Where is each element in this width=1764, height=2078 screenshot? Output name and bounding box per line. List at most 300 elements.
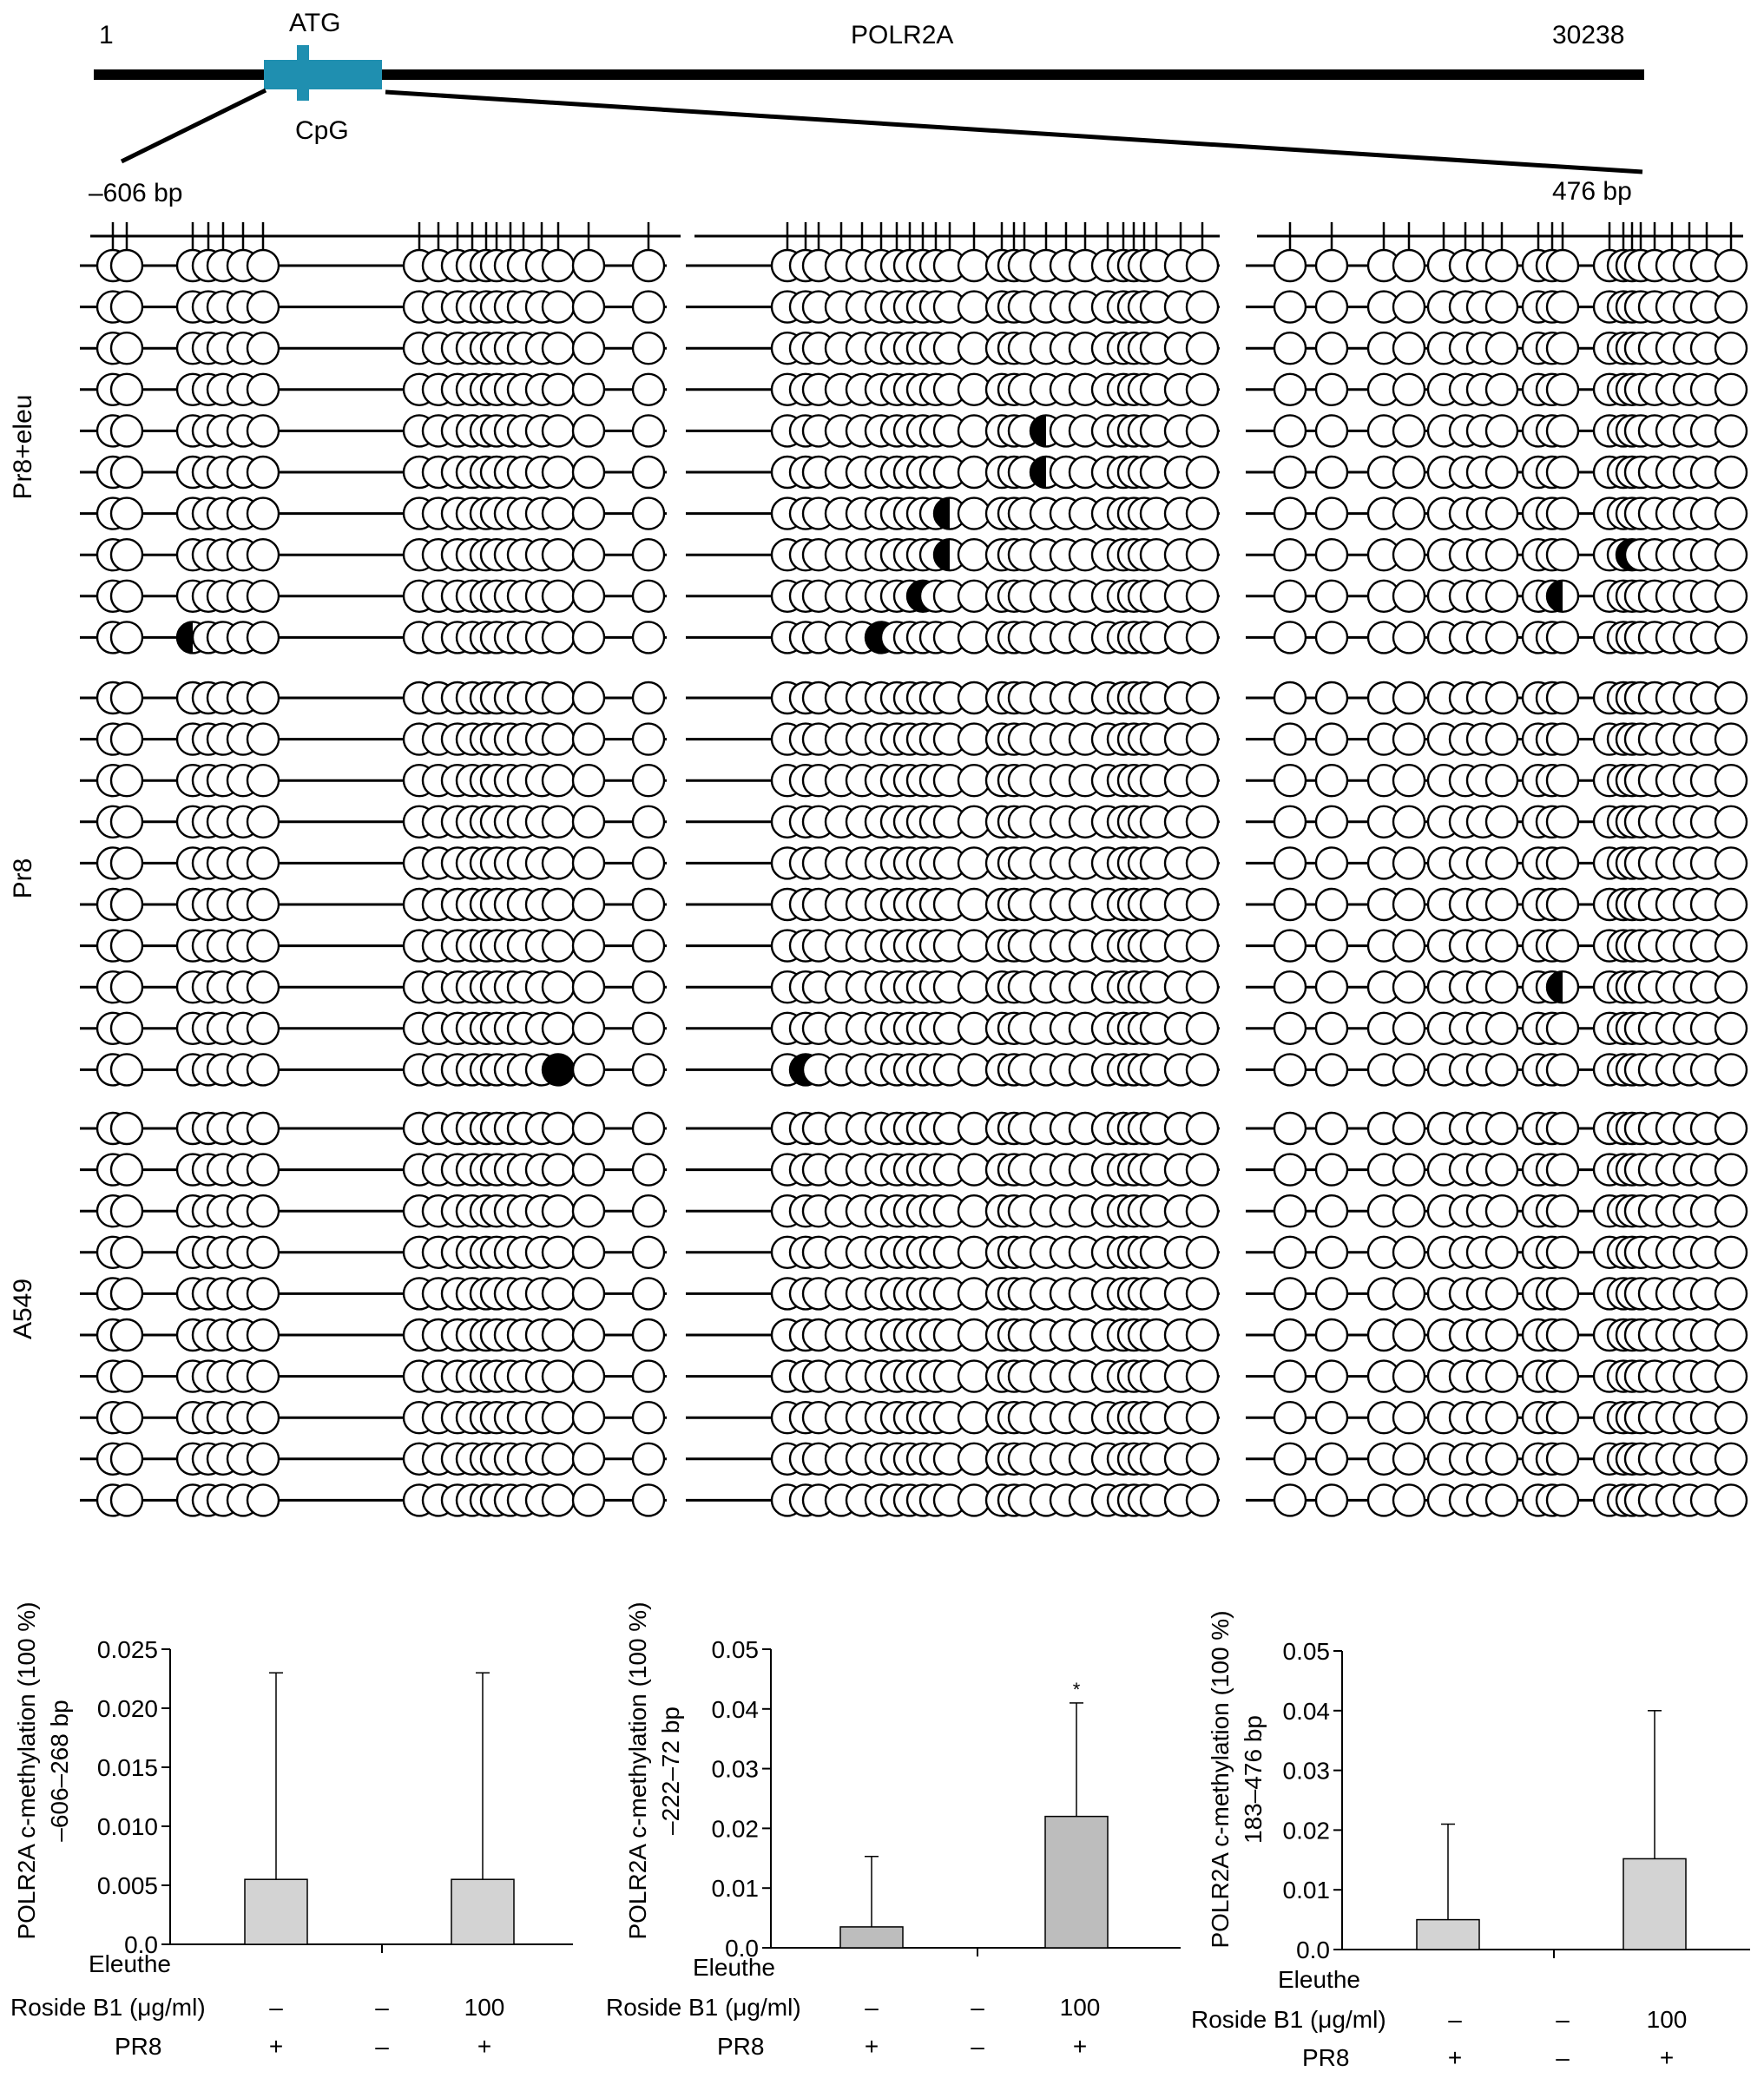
condition-label: PR8 [115,2033,162,2060]
unmethylated-site [111,1443,142,1475]
unmethylated-site [247,539,279,570]
unmethylated-site [1187,1113,1218,1144]
condition-label: Eleuthe [89,1950,171,1977]
condition-label: Roside B1 (μg/ml) [1191,2006,1386,2033]
unmethylated-site [1316,250,1347,281]
unmethylated-site [1547,724,1578,755]
unmethylated-site [1715,1361,1747,1392]
unmethylated-site [1486,724,1517,755]
methylated-site [543,1054,574,1085]
zoom-left-label: –606 bp [89,179,183,207]
unmethylated-site [1715,1402,1747,1433]
unmethylated-site [543,415,574,446]
unmethylated-site [1187,1319,1218,1351]
unmethylated-site [111,250,142,281]
lollipop-row [80,1237,667,1268]
unmethylated-site [1486,806,1517,838]
unmethylated-site [958,1195,990,1226]
unmethylated-site [543,539,574,570]
unmethylated-site [543,1484,574,1516]
unmethylated-site [543,806,574,838]
bar [451,1879,514,1944]
unmethylated-site [573,806,604,838]
condition-label: PR8 [1302,2044,1350,2071]
unmethylated-site [111,1154,142,1186]
unmethylated-site [247,1484,279,1516]
unmethylated-site [1274,1484,1306,1516]
condition-label: PR8 [717,2033,765,2060]
unmethylated-site [247,806,279,838]
lollipop-row [1246,1484,1747,1516]
unmethylated-site [1274,539,1306,570]
unmethylated-site [543,1361,574,1392]
partial-fill [177,621,193,653]
unmethylated-site [1715,621,1747,653]
unmethylated-site [1393,332,1425,364]
unmethylated-site [573,1484,604,1516]
group-label-a549: A549 [9,1278,37,1340]
unmethylated-site [1187,1361,1218,1392]
lollipop-row [686,1278,1220,1309]
unmethylated-site [247,1054,279,1085]
lollipop-row [80,539,667,570]
unmethylated-site [1393,806,1425,838]
unmethylated-site [633,292,664,323]
unmethylated-site [247,1154,279,1186]
unmethylated-site [1187,806,1218,838]
unmethylated-site [1393,847,1425,878]
y-tick-label: 0.0 [725,1935,759,1962]
unmethylated-site [1715,930,1747,962]
lollipop-row [80,374,667,405]
unmethylated-site [633,1361,664,1392]
unmethylated-site [1715,1013,1747,1044]
lollipop-row [1246,1237,1747,1268]
unmethylated-site [958,971,990,1003]
unmethylated-site [633,1195,664,1226]
unmethylated-site [1187,1054,1218,1085]
unmethylated-site [573,332,604,364]
unmethylated-site [1715,539,1747,570]
lollipop-row [686,292,1220,323]
unmethylated-site [573,498,604,529]
unmethylated-site [247,847,279,878]
unmethylated-site [1715,724,1747,755]
unmethylated-site [543,847,574,878]
unmethylated-site [573,621,604,653]
unmethylated-site [543,1319,574,1351]
condition-value: – [375,2033,389,2060]
unmethylated-site [1715,1195,1747,1226]
unmethylated-site [1486,765,1517,796]
group-label-pr8: Pr8 [9,858,37,899]
unmethylated-site [1393,374,1425,405]
unmethylated-site [958,292,990,323]
y-tick-label: 0.04 [1282,1697,1330,1725]
y-axis-label: POLR2A c-methylation (100 %) [13,1601,40,1940]
condition-value: + [477,2033,492,2060]
condition-value: 100 [1059,1994,1101,2021]
unmethylated-site [1274,1278,1306,1309]
unmethylated-site [633,332,664,364]
unmethylated-site [1274,581,1306,612]
unmethylated-site [958,765,990,796]
lollipop-row [80,250,667,281]
lollipop-row [686,1237,1220,1268]
unmethylated-site [1316,1237,1347,1268]
y-tick-label: 0.03 [1282,1757,1330,1785]
unmethylated-site [1547,1154,1578,1186]
unmethylated-site [1274,1154,1306,1186]
unmethylated-site [958,806,990,838]
lollipop-row [1246,930,1747,962]
unmethylated-site [247,498,279,529]
unmethylated-site [1274,1361,1306,1392]
unmethylated-site [247,250,279,281]
unmethylated-site [573,889,604,920]
bar-chart-2 [606,1601,1181,2060]
unmethylated-site [247,765,279,796]
lollipop-row [1246,765,1747,796]
unmethylated-site [573,1402,604,1433]
unmethylated-site [1274,889,1306,920]
unmethylated-site [1316,1319,1347,1351]
lollipop-row [80,1361,667,1392]
y-tick-label: 0.005 [96,1872,158,1899]
unmethylated-site [1316,1484,1347,1516]
unmethylated-site [1486,682,1517,713]
unmethylated-site [573,971,604,1003]
y-axis-region-label: 183–476 bp [1240,1715,1267,1844]
unmethylated-site [1316,765,1347,796]
unmethylated-site [573,930,604,962]
unmethylated-site [573,1013,604,1044]
unmethylated-site [958,332,990,364]
unmethylated-site [247,1013,279,1044]
unmethylated-site [633,250,664,281]
unmethylated-site [247,1402,279,1433]
unmethylated-site [1547,930,1578,962]
unmethylated-site [543,498,574,529]
lollipop-row [1246,1154,1747,1186]
unmethylated-site [1316,498,1347,529]
unmethylated-site [1486,1278,1517,1309]
unmethylated-site [1316,581,1347,612]
unmethylated-site [633,581,664,612]
unmethylated-site [1547,498,1578,529]
unmethylated-site [111,621,142,653]
lollipop-row [1246,889,1747,920]
lollipop-row [80,806,667,838]
lollipop-row [686,1443,1220,1475]
unmethylated-site [111,539,142,570]
unmethylated-site [958,1237,990,1268]
lollipop-row [686,724,1220,755]
unmethylated-site [1274,971,1306,1003]
unmethylated-site [1393,250,1425,281]
unmethylated-site [1316,374,1347,405]
unmethylated-site [111,1402,142,1433]
unmethylated-site [543,889,574,920]
unmethylated-site [1316,930,1347,962]
gene-map [89,9,1644,207]
condition-value: – [375,1994,389,2021]
unmethylated-site [111,1013,142,1044]
unmethylated-site [1486,1154,1517,1186]
unmethylated-site [543,250,574,281]
unmethylated-site [1316,457,1347,488]
unmethylated-site [1547,1443,1578,1475]
lollipop-row [686,682,1220,713]
lollipop-row [686,1154,1220,1186]
unmethylated-site [573,250,604,281]
lollipop-row [1246,971,1747,1003]
unmethylated-site [1187,1443,1218,1475]
unmethylated-site [1393,1443,1425,1475]
unmethylated-site [1715,971,1747,1003]
lollipop-row [686,1113,1220,1144]
unmethylated-site [1547,1402,1578,1433]
unmethylated-site [1547,332,1578,364]
unmethylated-site [1486,971,1517,1003]
lollipop-row [1246,806,1747,838]
unmethylated-site [958,250,990,281]
lollipop-row [80,1113,667,1144]
y-axis-label: POLR2A c-methylation (100 %) [624,1601,651,1940]
unmethylated-site [1187,1278,1218,1309]
group-label-pr8-eleu: Pr8+eleu [9,394,37,500]
unmethylated-site [1393,1361,1425,1392]
unmethylated-site [1187,1013,1218,1044]
unmethylated-site [247,1443,279,1475]
lollipop-row [80,1013,667,1044]
unmethylated-site [111,1319,142,1351]
unmethylated-site [633,374,664,405]
unmethylated-site [1187,724,1218,755]
unmethylated-site [1187,682,1218,713]
unmethylated-site [1274,250,1306,281]
bar [245,1879,307,1944]
unmethylated-site [1187,621,1218,653]
unmethylated-site [958,889,990,920]
unmethylated-site [1316,621,1347,653]
unmethylated-site [1316,1054,1347,1085]
unmethylated-site [1316,806,1347,838]
unmethylated-site [1393,1195,1425,1226]
unmethylated-site [111,415,142,446]
unmethylated-site [1715,498,1747,529]
unmethylated-site [633,1484,664,1516]
unmethylated-site [1547,1113,1578,1144]
unmethylated-site [543,621,574,653]
unmethylated-site [247,621,279,653]
unmethylated-site [1715,847,1747,878]
unmethylated-site [543,1443,574,1475]
condition-value: – [971,2033,984,2060]
unmethylated-site [1316,971,1347,1003]
lollipop-row [80,332,667,364]
unmethylated-site [958,1054,990,1085]
lollipop-row [80,1319,667,1351]
lollipop-row [686,765,1220,796]
unmethylated-site [1715,292,1747,323]
lollipop-row [686,1361,1220,1392]
unmethylated-site [1715,1237,1747,1268]
y-tick-label: 0.05 [711,1636,759,1663]
unmethylated-site [1316,724,1347,755]
unmethylated-site [633,498,664,529]
unmethylated-site [1486,539,1517,570]
unmethylated-site [543,581,574,612]
condition-value: 100 [1646,2006,1688,2033]
lollipop-row [80,847,667,878]
unmethylated-site [543,971,574,1003]
unmethylated-site [1316,292,1347,323]
lollipop-row [1246,498,1747,529]
condition-value: + [1447,2044,1463,2071]
unmethylated-site [543,1195,574,1226]
unmethylated-site [633,539,664,570]
unmethylated-site [1393,415,1425,446]
unmethylated-site [543,724,574,755]
condition-value: – [865,1994,879,2021]
unmethylated-site [1316,847,1347,878]
significance-mark: * [1072,1678,1081,1700]
bar [1045,1817,1108,1948]
condition-value: – [269,1994,283,2021]
unmethylated-site [573,457,604,488]
unmethylated-site [1486,930,1517,962]
unmethylated-site [1187,1402,1218,1433]
unmethylated-site [1547,806,1578,838]
unmethylated-site [1486,1443,1517,1475]
unmethylated-site [1274,1443,1306,1475]
unmethylated-site [1486,292,1517,323]
lollipop-row [686,415,1220,446]
unmethylated-site [633,1113,664,1144]
unmethylated-site [633,1278,664,1309]
unmethylated-site [543,1113,574,1144]
lollipop-row [80,889,667,920]
unmethylated-site [543,765,574,796]
unmethylated-site [1274,1319,1306,1351]
unmethylated-site [247,1361,279,1392]
cpg-island-box [264,60,382,89]
lollipop-row [80,1154,667,1186]
y-tick-label: 0.010 [96,1813,158,1840]
unmethylated-site [1274,1113,1306,1144]
y-tick-label: 0.05 [1282,1638,1330,1665]
lollipop-row [686,581,1220,612]
unmethylated-site [1547,374,1578,405]
unmethylated-site [1274,724,1306,755]
unmethylated-site [1393,1402,1425,1433]
unmethylated-site [1547,292,1578,323]
bar [1623,1858,1686,1950]
unmethylated-site [1316,682,1347,713]
lollipop-row [1246,457,1747,488]
condition-value: – [971,1994,984,2021]
unmethylated-site [247,1237,279,1268]
unmethylated-site [573,539,604,570]
unmethylated-site [1316,1195,1347,1226]
unmethylated-site [247,1319,279,1351]
unmethylated-site [247,1113,279,1144]
unmethylated-site [1393,1484,1425,1516]
lollipop-row [1246,724,1747,755]
unmethylated-site [1547,1195,1578,1226]
unmethylated-site [1486,1237,1517,1268]
condition-label: Roside B1 (μg/ml) [10,1994,206,2021]
lollipop-diagram [9,222,1747,1516]
unmethylated-site [633,806,664,838]
unmethylated-site [1393,765,1425,796]
bar [1417,1920,1479,1950]
lollipop-row [686,1319,1220,1351]
lollipop-row [80,498,667,529]
unmethylated-site [1715,332,1747,364]
unmethylated-site [633,1154,664,1186]
unmethylated-site [633,1013,664,1044]
unmethylated-site [1486,581,1517,612]
unmethylated-site [1486,457,1517,488]
unmethylated-site [1316,889,1347,920]
unmethylated-site [543,374,574,405]
y-tick-label: 0.0 [124,1931,158,1958]
unmethylated-site [1715,1443,1747,1475]
unmethylated-site [1547,1484,1578,1516]
unmethylated-site [1187,457,1218,488]
unmethylated-site [1274,374,1306,405]
unmethylated-site [111,1484,142,1516]
lollipop-row [686,539,1220,570]
unmethylated-site [543,1278,574,1309]
lollipop-row [686,930,1220,962]
unmethylated-site [1274,1237,1306,1268]
unmethylated-site [247,889,279,920]
lollipop-row [686,889,1220,920]
unmethylated-site [573,724,604,755]
unmethylated-site [1486,889,1517,920]
unmethylated-site [1316,1402,1347,1433]
unmethylated-site [111,332,142,364]
lollipop-row [80,1278,667,1309]
unmethylated-site [111,457,142,488]
unmethylated-site [633,457,664,488]
lollipop-row [80,1054,667,1085]
unmethylated-site [111,1237,142,1268]
y-tick-label: 0.01 [1282,1877,1330,1904]
cpg-tick-rulers [90,222,1743,250]
unmethylated-site [958,682,990,713]
unmethylated-site [633,1237,664,1268]
unmethylated-site [958,1484,990,1516]
y-tick-label: 0.025 [96,1636,158,1663]
lollipop-row [686,1195,1220,1226]
unmethylated-site [958,1402,990,1433]
unmethylated-site [633,930,664,962]
lollipop-row [686,250,1220,281]
lollipop-row [686,332,1220,364]
unmethylated-site [247,374,279,405]
unmethylated-site [958,1113,990,1144]
unmethylated-site [111,806,142,838]
y-tick-label: 0.04 [711,1695,759,1723]
unmethylated-site [1715,374,1747,405]
unmethylated-site [1316,539,1347,570]
y-tick-label: 0.02 [711,1815,759,1843]
unmethylated-site [958,539,990,570]
